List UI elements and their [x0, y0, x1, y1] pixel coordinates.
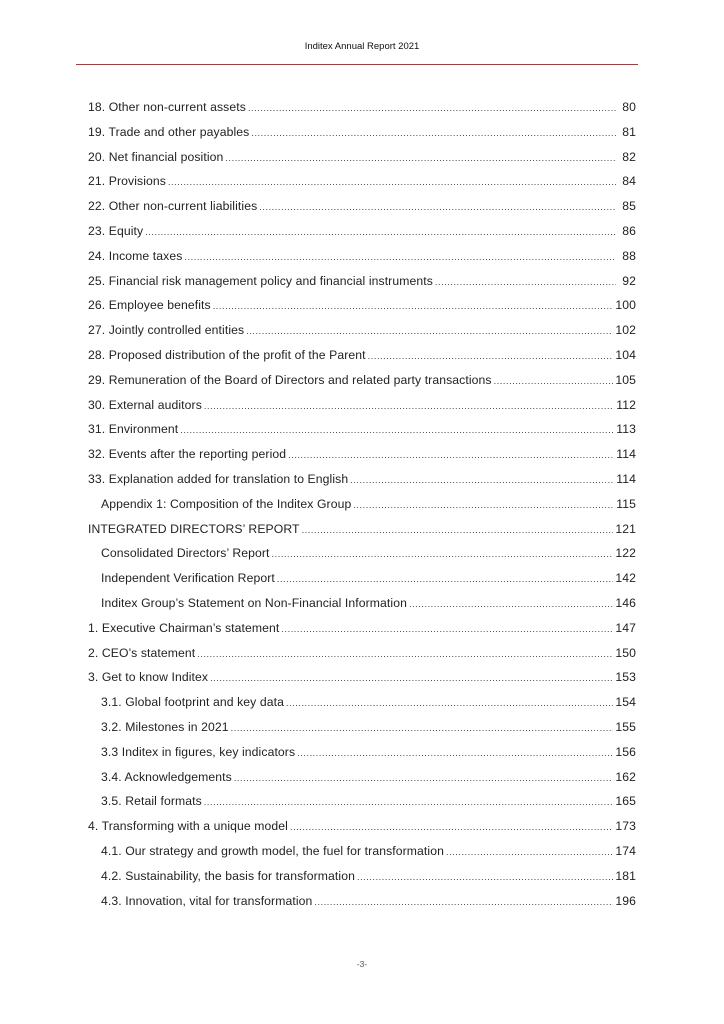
toc-entry[interactable] [88, 422, 636, 447]
toc-entry-page: 85 [622, 199, 636, 214]
toc-dot-leader [204, 401, 614, 411]
toc-entry-page: 162 [615, 769, 636, 784]
toc-dot-leader [231, 723, 614, 733]
toc-dot-leader [297, 748, 613, 758]
toc-entry-page: 92 [622, 273, 636, 288]
toc-entry-title: 3.5. Retail formats [101, 794, 202, 809]
toc-entry-page: 196 [615, 893, 636, 908]
toc-entry-title: 4.1. Our strategy and growth model, the fuel for transformation [101, 843, 444, 858]
toc-entry[interactable] [88, 770, 636, 795]
toc-entry-title: 33. Explanation added for translation to English [88, 471, 349, 486]
toc-entry-page: 156 [615, 744, 636, 759]
toc-entry-page: 165 [615, 794, 636, 809]
toc-entry-title: 25. Financial risk management policy and financial instruments [88, 273, 433, 288]
toc-entry[interactable] [88, 249, 636, 274]
toc-dot-leader [204, 797, 614, 807]
toc-dot-leader [168, 177, 616, 187]
toc-entry-title: 29. Remuneration of the Board of Directors and related party transactions [88, 372, 492, 387]
toc-entry-page: 153 [615, 670, 636, 685]
toc-entry-title: INTEGRATED DIRECTORS’ REPORT [88, 521, 300, 536]
toc-dot-leader [286, 698, 613, 708]
toc-entry[interactable] [88, 497, 636, 522]
toc-entry[interactable] [88, 571, 636, 596]
toc-entry-page: 115 [616, 496, 636, 511]
toc-entry[interactable] [88, 199, 636, 224]
toc-entry-title: 3.4. Acknowledgements [101, 769, 232, 784]
toc-entry[interactable] [88, 125, 636, 150]
toc-entry[interactable] [88, 670, 636, 695]
toc-entry-title: 3.3 Inditex in figures, key indicators [101, 744, 296, 759]
toc-dot-leader [251, 128, 616, 138]
toc-entry-page: 146 [615, 595, 636, 610]
toc-entry[interactable] [88, 844, 636, 869]
toc-dot-leader [368, 351, 614, 361]
toc-entry[interactable] [88, 100, 636, 125]
toc-entry-page: 81 [622, 124, 636, 139]
toc-dot-leader [435, 277, 616, 287]
toc-entry[interactable] [88, 894, 636, 919]
toc-dot-leader [288, 450, 614, 460]
toc-dot-leader [213, 301, 614, 311]
toc-entry-title: 2. CEO’s statement [88, 645, 196, 660]
toc-entry[interactable] [88, 745, 636, 770]
toc-entry[interactable] [88, 348, 636, 373]
toc-entry-page: 80 [622, 100, 636, 114]
toc-entry[interactable] [88, 174, 636, 199]
toc-entry-page: 112 [616, 397, 636, 412]
toc-entry-page: 154 [615, 695, 636, 710]
toc-entry-page: 122 [615, 546, 636, 561]
toc-entry-title: 4. Transforming with a unique model [88, 819, 288, 834]
toc-dot-leader [184, 252, 616, 262]
toc-entry-page: 86 [622, 223, 636, 238]
toc-entry[interactable] [88, 522, 636, 547]
toc-entry-title: 1. Executive Chairman’s statement [88, 620, 280, 635]
toc-entry[interactable] [88, 720, 636, 745]
toc-entry-title: 32. Events after the reporting period [88, 447, 287, 462]
toc-entry-page: 121 [615, 521, 636, 536]
header-divider [76, 64, 638, 65]
toc-entry-title: Appendix 1: Composition of the Inditex Group [101, 496, 352, 511]
toc-entry[interactable] [88, 695, 636, 720]
toc-entry-page: 114 [616, 447, 636, 462]
toc-dot-leader [357, 872, 613, 882]
toc-entry[interactable] [88, 472, 636, 497]
toc-dot-leader [446, 847, 613, 857]
toc-dot-leader [145, 227, 616, 237]
toc-entry[interactable] [88, 819, 636, 844]
toc-dot-leader [350, 475, 614, 485]
toc-entry-page: 84 [622, 174, 636, 189]
toc-dot-leader [314, 897, 613, 907]
toc-entry-title: 20. Net financial position [88, 149, 224, 164]
toc-entry-title: 21. Provisions [88, 174, 166, 189]
toc-entry-page: 174 [615, 843, 636, 858]
toc-entry-title: Inditex Group’s Statement on Non-Financial Information [101, 595, 407, 610]
toc-entry-title: 26. Employee benefits [88, 298, 211, 313]
toc-entry-page: 147 [615, 620, 636, 635]
toc-entry[interactable] [88, 373, 636, 398]
toc-entry-title: 19. Trade and other payables [88, 124, 250, 139]
toc-entry-page: 113 [616, 422, 636, 437]
toc-entry-page: 173 [615, 819, 636, 834]
toc-entry-title: 30. External auditors [88, 397, 202, 412]
toc-entry-page: 142 [615, 571, 636, 586]
toc-entry[interactable] [88, 794, 636, 819]
toc-entry[interactable] [88, 398, 636, 423]
toc-entry-title: Consolidated Directors’ Report [101, 546, 270, 561]
toc-dot-leader [353, 500, 614, 510]
toc-dot-leader [197, 649, 613, 659]
toc-entry-page: 155 [615, 719, 636, 734]
toc-dot-leader [180, 425, 614, 435]
toc-entry[interactable] [88, 224, 636, 249]
toc-entry-title: 23. Equity [88, 223, 144, 238]
toc-entry[interactable] [88, 869, 636, 894]
toc-entry-title: 18. Other non-current assets [88, 100, 246, 114]
toc-dot-leader [259, 202, 616, 212]
toc-dot-leader [246, 326, 613, 336]
toc-dot-leader [277, 574, 614, 584]
toc-entry-title: 24. Income taxes [88, 248, 183, 263]
toc-entry-title: Independent Verification Report [101, 571, 275, 586]
toc-entry-title: 31. Environment [88, 422, 179, 437]
toc-entry[interactable] [88, 646, 636, 671]
toc-entry-page: 105 [615, 372, 636, 387]
toc-entry[interactable] [88, 621, 636, 646]
toc-entry-title: 3.1. Global footprint and key data [101, 695, 284, 710]
toc-entry-title: 3. Get to know Inditex [88, 670, 209, 685]
toc-entry-page: 114 [616, 471, 636, 486]
toc-dot-leader [302, 525, 614, 535]
toc-entry-title: 27. Jointly controlled entities [88, 323, 245, 338]
toc-dot-leader [494, 376, 614, 386]
toc-entry[interactable] [88, 596, 636, 621]
running-header: Inditex Annual Report 2021 [304, 41, 420, 52]
toc-dot-leader [281, 624, 613, 634]
toc-entry[interactable] [88, 150, 636, 175]
toc-entry-title: 4.2. Sustainability, the basis for transformation [101, 868, 355, 883]
toc-entry-page: 181 [615, 868, 636, 883]
toc-entry-title: 4.3. Innovation, vital for transformation [101, 893, 313, 908]
toc-entry-title: 22. Other non-current liabilities [88, 199, 258, 214]
toc-dot-leader [225, 153, 616, 163]
toc-entry-page: 104 [615, 347, 636, 362]
toc-dot-leader [409, 599, 613, 609]
toc-dot-leader [234, 773, 614, 783]
toc-entry-title: 28. Proposed distribution of the profit of the Parent [88, 347, 366, 362]
toc-dot-leader [290, 822, 613, 832]
toc-entry[interactable] [88, 447, 636, 472]
toc-entry-title: 3.2. Milestones in 2021 [101, 719, 229, 734]
toc-entry[interactable] [88, 546, 636, 571]
toc-entry-page: 88 [622, 248, 636, 263]
toc-dot-leader [272, 549, 614, 559]
toc-entry-page: 102 [615, 323, 636, 338]
toc-entry[interactable] [88, 274, 636, 299]
toc-entry[interactable] [88, 323, 636, 348]
toc-entry-page: 100 [615, 298, 636, 313]
page-number: -3- [356, 959, 368, 969]
toc-entry-page: 82 [622, 149, 636, 164]
toc-entry-page: 150 [615, 645, 636, 660]
table-of-contents [88, 100, 636, 918]
toc-dot-leader [210, 673, 613, 683]
toc-dot-leader [248, 103, 616, 113]
toc-entry[interactable] [88, 298, 636, 323]
